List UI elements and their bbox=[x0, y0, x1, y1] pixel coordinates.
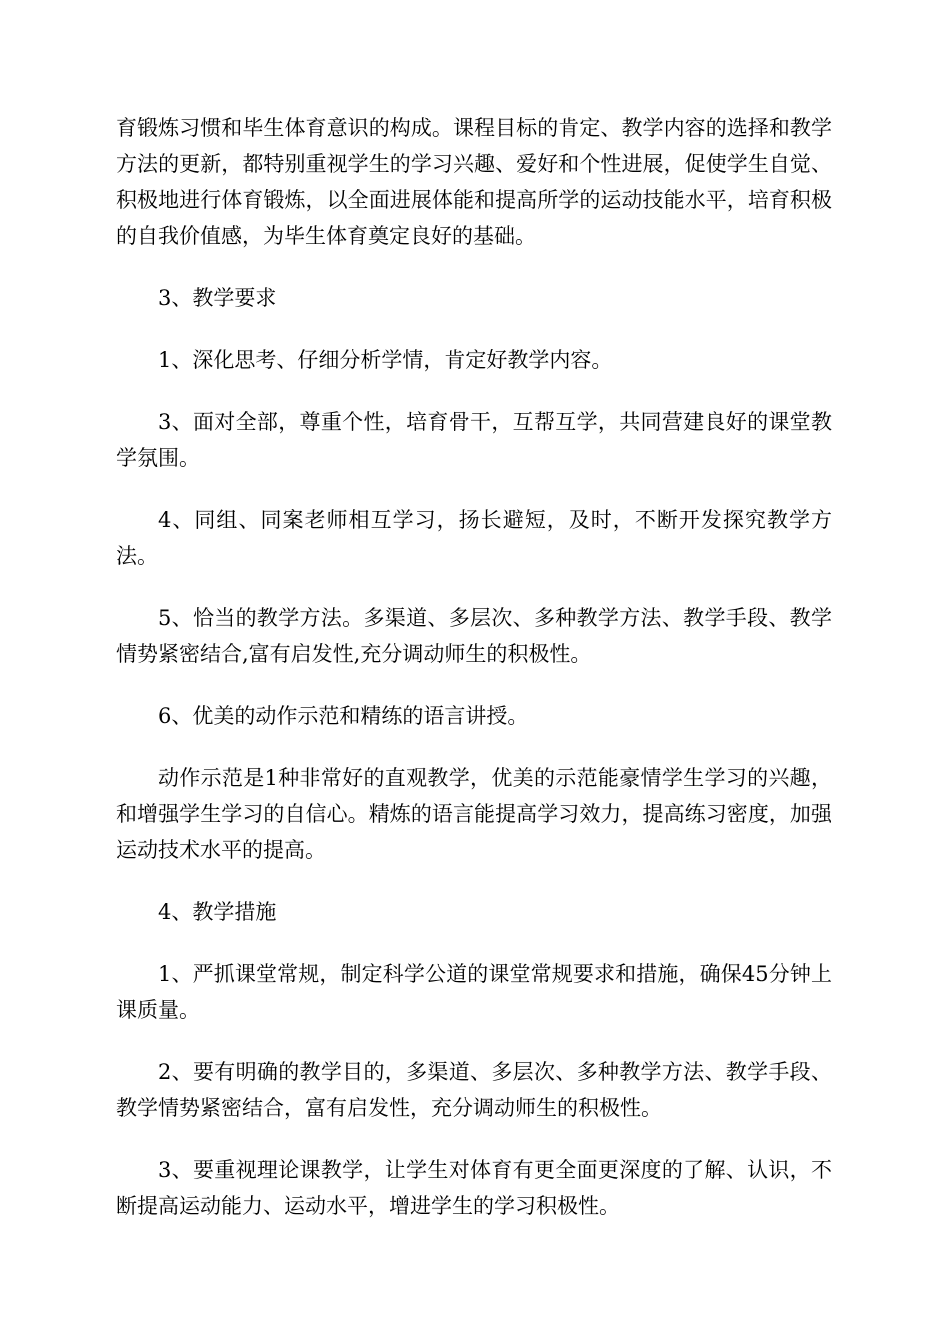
requirement-item-4: 4、同组、同案老师相互学习，扬长避短，及时，不断开发探究教学方法。 bbox=[116, 508, 832, 568]
paragraph-continuation: 育锻炼习惯和毕生体育意识的构成。课程目标的肯定、教学内容的选择和教学方法的更新，都特别重视学生的学习兴趣、爱好和个性进展，促使学生自觉、积极地进行体育锻炼，以全面进展体能和提高所学的运动技能水平，培育积极的自我价值感，为毕生体育奠定良好的基础。 bbox=[116, 116, 832, 248]
requirement-item-3: 3、面对全部，尊重个性，培育骨干，互帮互学，共同营建良好的课堂教学氛围。 bbox=[116, 410, 832, 470]
demonstration-paragraph: 动作示范是1种非常好的直观教学，优美的示范能豪情学生学习的兴趣，和增强学生学习的自信心。精炼的语言能提高学习效力，提高练习密度，加强运动技术水平的提高。 bbox=[116, 766, 832, 862]
section-heading-teaching-measures: 4、教学措施 bbox=[158, 900, 277, 924]
document-body bbox=[116, 110, 832, 1250]
measure-item-3: 3、要重视理论课教学，让学生对体育有更全面更深度的了解、认识，不断提高运动能力、运动水平，增进学生的学习积极性。 bbox=[116, 1158, 832, 1218]
measure-item-1: 1、严抓课堂常规，制定科学公道的课堂常规要求和措施，确保45分钟上课质量。 bbox=[116, 962, 832, 1022]
requirement-item-5: 5、恰当的教学方法。多渠道、多层次、多种教学方法、教学手段、教学情势紧密结合,富有启发性,充分调动师生的积极性。 bbox=[116, 606, 832, 666]
requirement-item-6: 6、优美的动作示范和精练的语言讲授。 bbox=[158, 704, 529, 728]
measure-item-2: 2、要有明确的教学目的，多渠道、多层次、多种教学方法、教学手段、教学情势紧密结合，富有启发性，充分调动师生的积极性。 bbox=[116, 1060, 832, 1120]
requirement-item-1: 1、深化思考、仔细分析学情，肯定好教学内容。 bbox=[158, 348, 613, 372]
section-heading-teaching-requirements: 3、教学要求 bbox=[158, 286, 277, 310]
